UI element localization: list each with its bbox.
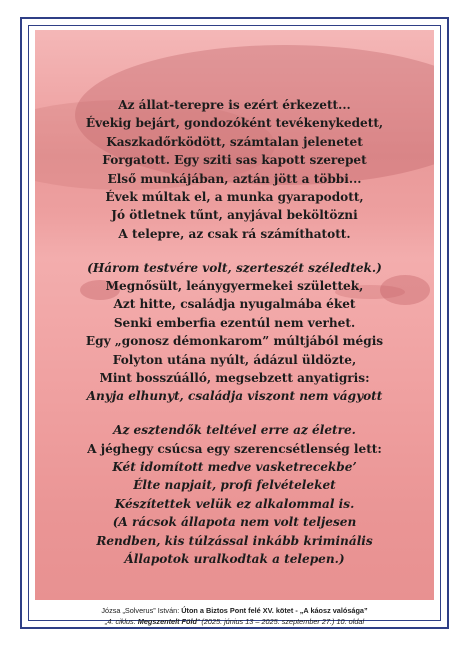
poem-line: Évek múltak el, a munka gyarapodott,	[105, 190, 364, 205]
poem-line: Jó ötletnek tűnt, anyjával beköltözni	[111, 208, 358, 223]
stanza-2	[35, 259, 434, 406]
footer-book-title: Úton a Biztos Pont felé XV. kötet - „A káosz valósága”	[181, 606, 368, 615]
poem-line: A jéghegy csúcsa egy szerencsétlenség lett:	[87, 441, 382, 456]
poem-line: Kaszkadőrködött, számtalan jelenetet	[106, 134, 363, 149]
poem-line: Forgatott. Egy sziti sas kapott szerepet	[102, 153, 367, 168]
poem-line: Első munkájában, aztán jött a többi...	[107, 171, 362, 186]
footer-author: Józsa „Solverus” István:	[101, 606, 182, 615]
poem-line: Állapotok uralkodtak a telepen.)	[124, 551, 345, 566]
stanza-1	[35, 96, 434, 243]
poem-line: Egy „gonosz démonkarom” múltjából mégis	[85, 334, 384, 349]
stanza-3	[35, 421, 434, 568]
page-footer	[35, 606, 434, 627]
footer-cycle-dates: ” (2025. június 13 – 2025. szeptember 27.) 10. oldal	[196, 616, 365, 626]
poem-line: Senki emberfia ezentúl nem verhet.	[113, 315, 356, 330]
poem-text	[35, 96, 434, 568]
poem-line: Az állat-terepre is ezért érkezett...	[118, 98, 351, 112]
poem-line: Folyton utána nyúlt, ádázul üldözte,	[112, 352, 357, 367]
poem-line: A telepre, az csak rá számíthatott.	[118, 226, 351, 241]
poem-line: (Három testvére volt, szerteszét széledtek.)	[87, 260, 382, 275]
footer-line-2	[35, 617, 434, 628]
footer-line-1	[35, 606, 434, 617]
poem-line: Évekig bejárt, gondozóként tevékenykedett,	[85, 116, 384, 131]
poem-line: Élte napjait, profi felvételeket	[133, 478, 336, 493]
poem-line: Megnősült, leánygyermekei születtek,	[105, 278, 364, 293]
poem-line: Azt hitte, családja nyugalmába éket	[113, 297, 356, 312]
footer-cycle-prefix: „4. ciklus:	[104, 616, 138, 626]
poem-line: Rendben, kis túlzással inkább kriminális	[96, 533, 373, 548]
poem-line: Két idomított medve vasketrecekbe’	[112, 459, 357, 474]
poem-line: Mint bosszúálló, megsebzett anyatigris:	[99, 370, 370, 385]
poem-line: Az esztendők teltével erre az életre.	[113, 423, 356, 438]
poem-line: Készítettek velük ez alkalommal is.	[114, 496, 355, 511]
poem-line: (A rácsok állapota nem volt teljesen	[112, 515, 357, 530]
poem-line: Anyja elhunyt, családja viszont nem vágyott	[86, 389, 383, 404]
footer-cycle-name: Megszentelt Föld	[137, 616, 197, 626]
